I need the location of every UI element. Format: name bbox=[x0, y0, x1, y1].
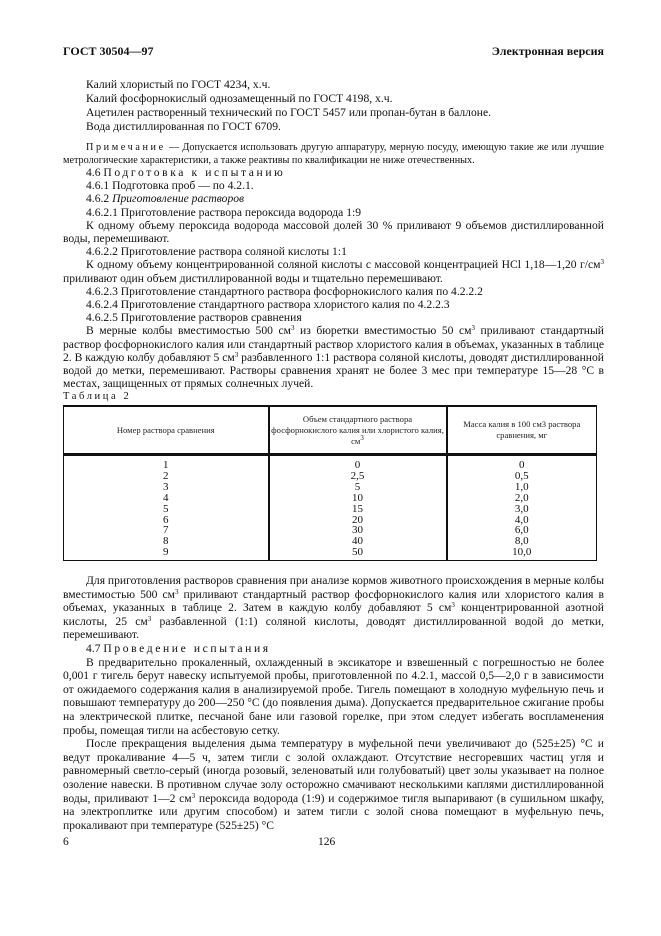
page-number: 6 bbox=[63, 836, 69, 848]
table-cell: 40 bbox=[269, 536, 447, 547]
table-cell: 1 bbox=[64, 455, 269, 471]
table-cell: 10 bbox=[269, 493, 447, 504]
version-label: Электронная версия bbox=[491, 44, 604, 58]
subsection-title: Приготовление растворов bbox=[112, 192, 245, 206]
table-cell: 8,0 bbox=[447, 536, 597, 547]
document-code: ГОСТ 30504—97 bbox=[63, 44, 154, 58]
table-cell: 3 bbox=[64, 482, 269, 493]
paragraph: После прекращения выделения дыма температуру в муфельной печи увеличивают до (525±25) °С и ведут прокаливание 4—5 ч, затем тигли с золой охлаждают. Отсутствие несгоревших частиц угля и равномерный светло-серый (иногда розовый, зеленоватый или голубоватый) цвет золы указывает на полное озоление навески. В противном случае золу осторожно смачивают несколькими каплями дистиллированной воды, приливают 1—2 $см^3$ пероксида водорода (1:9) и содержимое тигля выпаривают (в сушильном шкафу, на электроплитке или другим способом) и затем тигли с золой снова помещают в муфельную печь, прокаливают при температуре (525±25) °С bbox=[63, 737, 604, 832]
section-4-6 bbox=[63, 166, 604, 404]
table-cell: 6,0 bbox=[447, 525, 597, 536]
paragraph: 4.6.1 Подготовка проб — по 4.2.1. bbox=[86, 179, 254, 193]
paragraph: В мерные колбы вместимостью 500 $см^3$ из бюретки вместимостью 50 $см^3$ приливают стандартный раствор фосфорнокислого калия или стандартный раствор хлористого калия в объемах, указанных в таблице 2. В каждую колбу добавляют 5 $см^3$ разбавленного 1:1 раствора соляной кислоты, доводят дистиллированной водой до метки, перемешивают. Растворы сравнения хранят не более 3 мес при температуре 15—28 °С в местах, защищенных от прямых солнечных лучей. bbox=[63, 324, 605, 391]
table-cell: 5 bbox=[64, 504, 269, 515]
table-cell: 4,0 bbox=[447, 515, 597, 526]
table-cell: 8 bbox=[64, 536, 269, 547]
paragraph: К одному объему концентрированной соляной кислоты с массовой концентрацией HCl 1,18—1,20 $г/см^3$ приливают один объем дистиллированной воды и тщательно перемешивают. bbox=[63, 258, 604, 285]
column-header: Номер раствора сравнения bbox=[64, 406, 269, 455]
table-cell: 1,0 bbox=[447, 482, 597, 493]
table-cell: 15 bbox=[269, 504, 447, 515]
table-cell: 6 bbox=[64, 515, 269, 526]
note-text: — Допускается использовать другую аппаратуру, мерную посуду, имеющую такие же или лучшие метрологические характеристики, а также реактивы по квалификации не ниже отечественных. bbox=[63, 142, 604, 166]
table-row bbox=[64, 455, 597, 471]
table-cell: 5 bbox=[269, 482, 447, 493]
table-cell: 10,0 bbox=[447, 547, 597, 560]
sheet-number: 126 bbox=[318, 836, 336, 848]
section-title: Подготовка к испытанию bbox=[103, 166, 286, 179]
table-cell: 50 bbox=[269, 547, 447, 560]
paragraph: 4.6.2.4 Приготовление стандартного раствора хлористого калия по 4.2.2.3 bbox=[86, 298, 450, 312]
table-cell: 2,5 bbox=[269, 471, 447, 482]
table-row bbox=[64, 504, 597, 515]
column-header: Масса калия в 100 см3 раствора сравнения, мг bbox=[447, 406, 597, 455]
table-cell: 0,5 bbox=[447, 471, 597, 482]
paragraph: 4.6.2.2 Приготовление раствора соляной кислоты 1:1 bbox=[86, 245, 347, 259]
section-number: 4.6 bbox=[86, 166, 104, 179]
paragraph: 4.6.2.5 Приготовление растворов сравнения bbox=[86, 311, 302, 325]
table-cell: 7 bbox=[64, 525, 269, 536]
paragraph: Для приготовления растворов сравнения при анализе кормов животного происхождения в мерные колбы вместимостью 500 $см^3$ приливают стандартный раствор фосфорнокислого калия или хлористого калия в объемах, указанных в таблице 2. Затем в каждую колбу добавляют 5 $см^3$ концентрированной азотной кислоты, 25 $см^3$ разбавленной (1:1) соляной кислоты, доводят дистиллированной водой до метки, перемешивают. bbox=[63, 574, 605, 642]
table-cell: 2,0 bbox=[447, 493, 597, 504]
reagent-item: Калий хлористый по ГОСТ 4234, х.ч. bbox=[86, 78, 271, 91]
paragraph: 4.6.2.3 Приготовление стандартного раствора фосфорнокислого калия по 4.2.2.2 bbox=[86, 284, 483, 298]
section-4-7 bbox=[63, 574, 604, 832]
table-cell: 3,0 bbox=[447, 504, 597, 515]
table-cell: 20 bbox=[269, 515, 447, 526]
paragraph: К одному объему пероксида водорода массовой долей 30 % приливают 9 объемов дистиллированной воды, перемешивают. bbox=[63, 218, 604, 246]
paragraph: В предварительно прокаленный, охлажденный в эксикаторе и взвешенный с погрешностью не более 0,001 г тигель берут навеску испытуемой пробы, приготовленной по 4.2.1, массой 0,5—2,0 г в зависимости от ожидаемого содержания калия в анализируемой пробе. Тигель помещают в холодную муфельную печь и повышают температуру до 200—250 °С (до появления дыма). Допускается предварительное сжигание пробы на электрической плитке, песчаной бане или газовой горелке, при этом следует избегать воспламенения пробы, помещая тигли на асбестовую сетку. bbox=[63, 655, 604, 737]
section-title: Проведение испытания bbox=[103, 641, 271, 655]
reagent-item: Калий фосфорнокислый однозамещенный по ГОСТ 4198, х.ч. bbox=[86, 92, 393, 105]
section-number: 4.7 bbox=[86, 641, 104, 655]
table-cell: 2 bbox=[64, 471, 269, 482]
reagent-item: Ацетилен растворенный технический по ГОСТ 5457 или пропан-бутан в баллоне. bbox=[86, 106, 492, 119]
table-row bbox=[64, 493, 597, 504]
reagent-item: Вода дистиллированная по ГОСТ 6709. bbox=[86, 120, 281, 133]
table-cell: 4 bbox=[64, 493, 269, 504]
note-label: Примечание bbox=[86, 142, 166, 153]
table-cell: 30 bbox=[269, 525, 447, 536]
column-header: Объем стандартного раствора фосфорнокислого калия или хлористого калия, $см^3$ bbox=[269, 406, 447, 455]
table-cell: 9 bbox=[64, 547, 269, 560]
note bbox=[63, 141, 604, 167]
table-row bbox=[64, 547, 597, 560]
reagents-list bbox=[63, 78, 604, 134]
table-caption: Таблица 2 bbox=[63, 391, 132, 403]
table-cell: 0 bbox=[269, 455, 447, 471]
paragraph: 4.6.2.1 Приготовление раствора пероксида водорода 1:9 bbox=[86, 205, 362, 219]
subsection-number: 4.6.2 bbox=[86, 192, 113, 206]
table-2 bbox=[63, 405, 597, 561]
table-cell: 0 bbox=[447, 455, 597, 471]
